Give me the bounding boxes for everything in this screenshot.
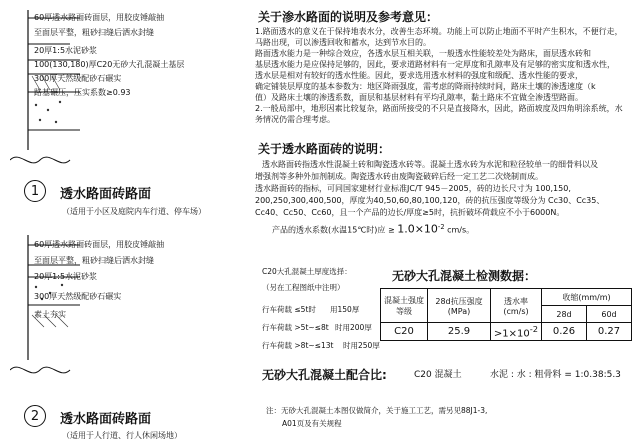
section2-layer-2: 至面层平整，粗砂扫缝后洒水封缝 (34, 256, 154, 265)
para1-line-5: 透水层是相对有较好的透水性能。因此，要求选用透水材料的强度和级配、透水性能的要求， (255, 71, 583, 80)
para1-line-7: 值）及路床土壤的渗透系数，面层和基层材料有平均孔隙率，黏土路床不宜做全渗透型路面。 (255, 93, 583, 102)
para1-line-8: 2.一般局部中，地形因素比较复杂，路面所接受的不只是直接降水，因此，路面坡度及四角明涂系统，水 (255, 104, 623, 113)
load-row-2-label: 行车荷载 >5t~≤8t (262, 323, 329, 332)
cell-strength: 25.9 (428, 323, 491, 341)
cell-shrink-28d: 0.26 (542, 323, 587, 341)
header-28d: 28d (542, 306, 587, 323)
load-row-3-value: 时用250厚 (343, 341, 380, 350)
note-line-2: A01页及有关规程 (282, 419, 342, 428)
header-permeability: 透水率(cm/s) (491, 289, 542, 323)
section2-layer-3: 20厚1:5水泥砂浆 (34, 272, 98, 281)
load-row-1-label: 行车荷载 ≤5t时 (262, 305, 316, 314)
heading-permeable-brick: 关于透水路面砖的说明： (258, 142, 391, 156)
cell-permeability-exponent: -2 (529, 324, 539, 334)
cell-grade: C20 (381, 323, 428, 341)
section1-layer-4: 100(130,180)厚C20无砂大孔混凝土基层 (34, 60, 185, 69)
permeability-unit: cm/s。 (447, 225, 475, 235)
permeability-prefix: 产品的透水系数(水温15℃时)应 ≥ (272, 225, 395, 235)
para1-line-2: 马路出现，可以渗透回收和蓄水，达到节水目的。 (255, 38, 431, 47)
section1-layer-2: 至面层平整，粗砂扫缝后洒水封缝 (34, 28, 154, 37)
section2-subtitle: （适用于人行道、行人休闲场地） (62, 431, 182, 440)
cell-permeability-value: >1×10 (493, 328, 530, 340)
permeability-exponent: -2 (437, 223, 445, 231)
test-data-table (380, 288, 632, 341)
section1-layer-3: 20厚1:5水泥砂浆 (34, 46, 98, 55)
section1-number: 1 (24, 180, 46, 202)
section2-layer-1: 60厚透水路面砖面层，用胶皮锤敲抽 (34, 240, 165, 249)
concrete-thickness-note: （另在工程图纸中注明） (262, 283, 345, 292)
mix-c20-label: C20 混凝土 (414, 370, 462, 380)
cell-permeability (491, 323, 542, 341)
section1-layer-1: 60厚透水路面砖面层，用胶皮锤敲抽 (34, 13, 165, 22)
para2-line-5: Cc40、Cc50、Cc60，且一个产品的边长/厚度≥5时，抗折破坏荷载应不小于6000N。 (255, 208, 565, 217)
heading-permeable-pavement: 关于渗水路面的说明及参考意见： (258, 10, 439, 24)
para1-line-9: 务情况仍需合理考虑。 (255, 115, 335, 124)
section2-number: 2 (24, 405, 46, 427)
section1-subtitle: （适用于小区及庭院内车行道、停车场） (62, 207, 206, 216)
section1-title: 透水路面砖路面 (60, 187, 152, 202)
section1-layer-6: 路基碾压，压实系数≥0.93 (34, 88, 131, 97)
para1-line-4: 基层透水能力是应保持足够的，因此，要求道路材料有一定厚度和孔隙率及有足够的密实度和透水性， (255, 60, 615, 69)
concrete-thickness-title: C20大孔混凝土厚度选择： (262, 267, 352, 276)
cell-shrink-60d: 0.27 (587, 323, 632, 341)
para2-line-6 (272, 222, 474, 236)
section1-layer-5: 300厚天然级配砂石碾实 (34, 74, 122, 83)
para2-line-1: 透水路面砖指透水性混凝土砖和陶瓷透水砖等。混凝土透水砖为水泥和粒径较单一的细骨料以及 (262, 160, 598, 169)
mix-ratio-value: 水泥 : 水 : 粗骨料 = 1:0.38:5.3 (490, 370, 621, 380)
load-row-1-value: 用150厚 (330, 305, 360, 314)
permeability-value: 1.0×10 (397, 222, 438, 236)
test-data-title: 无砂大孔混凝土检测数据： (392, 269, 537, 283)
para2-line-2: 增强剂等多种外加剂制成。陶瓷透水砖由废陶瓷破碎后经一定工艺二次烧制而成。 (255, 172, 543, 181)
load-row-2-value: 时用200厚 (335, 323, 372, 332)
header-strength: 28d抗压强度(MPa) (428, 289, 491, 323)
section2-layer-4: 300厚天然级配砂石碾实 (34, 292, 122, 301)
para1-line-1: 1.路面透水的意义在于保持地表水分，改善生态环境。功能上可以防止地面不平时产生积水，不便行走， (255, 27, 623, 36)
header-60d: 60d (587, 306, 632, 323)
section2-title: 透水路面砖路面 (60, 412, 152, 427)
header-grade: 混凝土强度等级 (381, 289, 428, 323)
para2-line-4: 200,250,300,400,500，厚度为40,50,60,80,100,120，砖的抗压强度等级分为 Cc30、Cc35、 (255, 196, 605, 205)
para2-line-3: 透水路面砖的指标，可同国家建材行业标准JC/T 945－2005，砖的边长尺寸为 100,150, (255, 184, 571, 193)
mix-ratio-title: 无砂大孔混凝土配合比: (262, 368, 387, 382)
para1-line-3: 路面透水能力是一种综合效应，各透水层互相关联，一般透水性能较差处为路床，面层透水砖和 (255, 49, 591, 58)
header-shrinkage: 收缩(mm/m) (542, 289, 632, 306)
note-line-1: 注：无砂大孔混凝土本图仅做简介，关于施工工艺，需另见88J1-3, (266, 406, 488, 415)
load-row-3-label: 行车荷载 >8t~≤13t (262, 341, 334, 350)
para1-line-6: 确定铺装层厚度的基本参数为：地区降雨强度，需考虑的降雨持续时间，路床土壤的渗透速度（k (255, 82, 596, 91)
section2-layer-5: 素土夯实 (34, 310, 66, 319)
